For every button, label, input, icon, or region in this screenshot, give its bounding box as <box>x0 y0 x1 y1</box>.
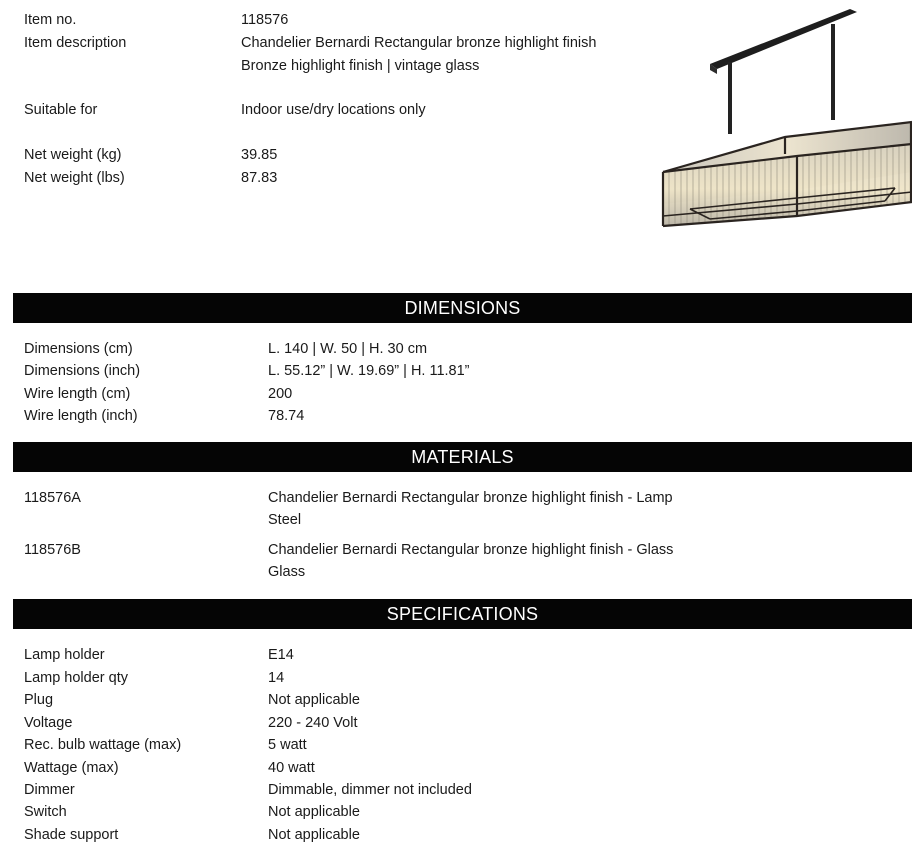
wire-length-inch-label: Wire length (inch) <box>24 408 138 424</box>
material-code: 118576A <box>24 490 81 506</box>
wire-length-inch-value: 78.74 <box>268 408 305 424</box>
dimensions-header: DIMENSIONS <box>13 293 912 323</box>
chandelier-image <box>655 4 912 244</box>
net-weight-kg-value: 39.85 <box>241 147 278 163</box>
spec-label: Lamp holder qty <box>24 670 128 686</box>
specifications-header: SPECIFICATIONS <box>13 599 912 629</box>
wire-length-cm-label: Wire length (cm) <box>24 386 131 402</box>
material-description: Chandelier Bernardi Rectangular bronze highlight finish - Glass <box>268 542 674 558</box>
spec-row <box>0 757 912 779</box>
chandelier-icon <box>655 4 912 244</box>
spec-label: Rec. bulb wattage (max) <box>24 737 182 753</box>
dimensions-row <box>0 383 912 405</box>
material-row-cont <box>0 561 912 583</box>
spec-value: 40 watt <box>268 760 315 776</box>
spec-row <box>0 779 912 801</box>
material-row <box>0 487 912 509</box>
net-weight-lbs-value: 87.83 <box>241 170 278 186</box>
spec-label: Switch <box>24 804 67 820</box>
net-weight-kg-label: Net weight (kg) <box>24 147 122 163</box>
spec-label: Dimmer <box>24 782 75 798</box>
spec-label: Lamp holder <box>24 647 105 663</box>
suitable-for-label: Suitable for <box>24 102 98 118</box>
spec-label: Voltage <box>24 715 73 731</box>
spec-value: Dimmable, dimmer not included <box>268 782 472 798</box>
dimensions-row <box>0 360 912 382</box>
spec-value: Not applicable <box>268 804 360 820</box>
item-description-line1: Chandelier Bernardi Rectangular bronze highlight finish <box>241 35 597 51</box>
spec-value: 220 - 240 Volt <box>268 715 358 731</box>
material-description: Chandelier Bernardi Rectangular bronze highlight finish - Lamp <box>268 490 673 506</box>
spec-row <box>0 801 912 823</box>
material-type: Glass <box>268 564 306 580</box>
spec-label: Wattage (max) <box>24 760 119 776</box>
dimensions-inch-value: L. 55.12” | W. 19.69” | H. 11.81” <box>268 363 470 379</box>
spec-row <box>0 734 912 756</box>
spec-label: Shade support <box>24 827 119 843</box>
spec-value: Not applicable <box>268 827 360 843</box>
material-row-cont <box>0 509 912 531</box>
material-type: Steel <box>268 512 302 528</box>
spec-label: Plug <box>24 692 54 708</box>
materials-header: MATERIALS <box>13 442 912 472</box>
spec-value: 14 <box>268 670 285 686</box>
spec-row <box>0 667 912 689</box>
wire-length-cm-value: 200 <box>268 386 293 402</box>
dimensions-row <box>0 405 912 427</box>
dimensions-row <box>0 338 912 360</box>
spec-row <box>0 689 912 711</box>
dimensions-inch-label: Dimensions (inch) <box>24 363 141 379</box>
spec-row <box>0 824 912 846</box>
material-code: 118576B <box>24 542 81 558</box>
item-no-label: Item no. <box>24 12 77 28</box>
item-description-label: Item description <box>24 35 127 51</box>
net-weight-lbs-label: Net weight (lbs) <box>24 170 125 186</box>
suitable-for-value: Indoor use/dry locations only <box>241 102 426 118</box>
item-description-line2: Bronze highlight finish | vintage glass <box>241 58 480 74</box>
spec-value: E14 <box>268 647 294 663</box>
spec-row <box>0 712 912 734</box>
dimensions-cm-value: L. 140 | W. 50 | H. 30 cm <box>268 341 428 357</box>
spec-row <box>0 644 912 666</box>
spec-value: Not applicable <box>268 692 360 708</box>
item-no-value: 118576 <box>241 12 289 28</box>
dimensions-cm-label: Dimensions (cm) <box>24 341 133 357</box>
spec-value: 5 watt <box>268 737 307 753</box>
material-row <box>0 539 912 561</box>
